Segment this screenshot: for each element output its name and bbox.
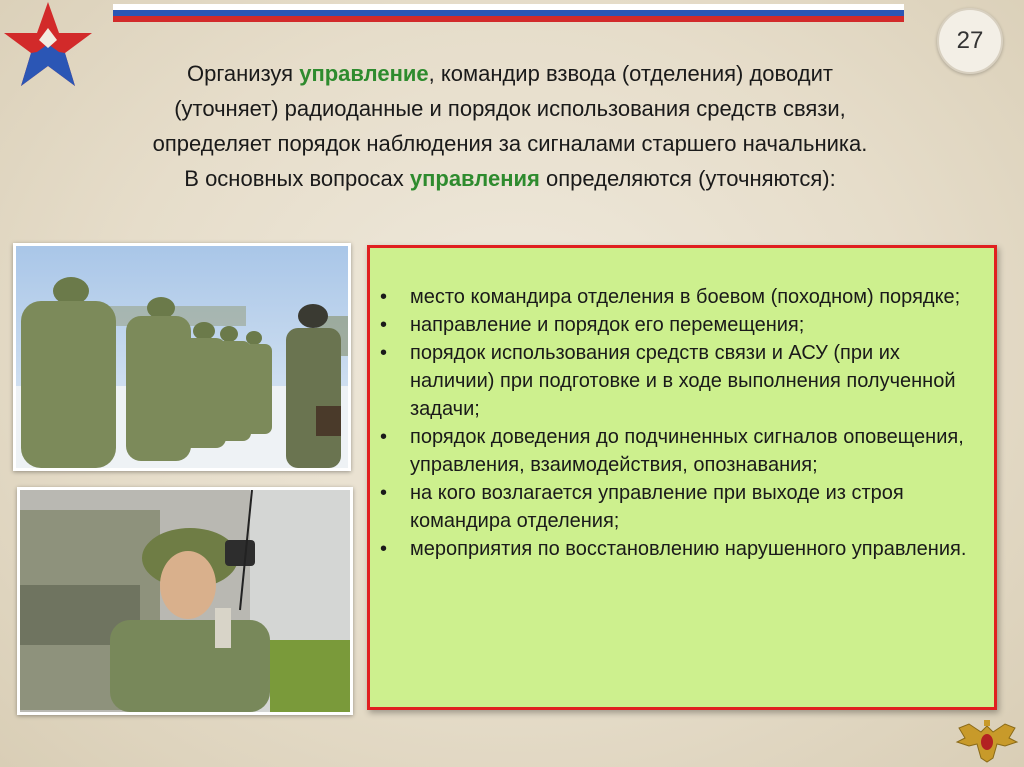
intro-line-4 <box>30 161 990 196</box>
bullet-dot: • <box>380 314 388 336</box>
bullet-dot: • <box>380 482 388 504</box>
double-headed-eagle-emblem-icon <box>955 718 1019 764</box>
intro-highlight-2: управления <box>409 166 540 191</box>
bullet-item <box>380 283 980 311</box>
intro-line4-post: определяются (уточняются): <box>539 166 836 191</box>
intro-line-3: определяет порядок наблюдения за сигналами старшего начальника. <box>152 131 868 156</box>
bullet-item <box>380 339 980 423</box>
bullet-item <box>380 479 980 535</box>
bullet-dot: • <box>380 426 388 448</box>
bullet-item <box>380 423 980 479</box>
bullet-dot: • <box>380 286 388 308</box>
control-questions-panel <box>367 245 997 710</box>
bullet-list <box>380 283 980 563</box>
intro-highlight-1: управление <box>299 61 429 86</box>
bullet-item <box>380 535 980 563</box>
bullet-text: на кого возлагается управление при выходе из строя командира отделения; <box>410 482 904 532</box>
intro-line4-pre: В основных вопросах <box>184 166 410 191</box>
bullet-text: место командира отделения в боевом (походном) порядке; <box>410 286 961 308</box>
bullet-text: мероприятия по восстановлению нарушенного управления. <box>410 538 967 560</box>
bullet-text: направление и порядок его перемещения; <box>410 314 805 336</box>
bullet-dot: • <box>380 538 388 560</box>
intro-line-1 <box>30 56 990 91</box>
photo-soldiers-formation <box>13 243 351 471</box>
intro-line1-post: , командир взвода (отделения) доводит <box>428 61 833 86</box>
page-number: 27 <box>956 27 984 54</box>
intro-line1-pre: Организуя <box>187 61 300 86</box>
photo-soldier-radio-image <box>20 490 350 712</box>
bullet-text: порядок доведения до подчиненных сигналов оповещения, управления, взаимодействия, опознавания; <box>410 426 964 476</box>
flag-stripe-red <box>113 16 904 22</box>
bullet-item <box>380 311 980 339</box>
photo-soldier-radio <box>17 487 353 715</box>
bullet-text: порядок использования средств связи и АСУ (при их наличии) при подготовке и в ходе выполнения полученной задачи; <box>410 342 956 420</box>
intro-text <box>30 56 990 196</box>
photo-soldiers-formation-image <box>16 246 348 468</box>
bullet-dot: • <box>380 342 388 364</box>
intro-line-2: (уточняет) радиоданные и порядок использования средств связи, <box>174 96 846 121</box>
